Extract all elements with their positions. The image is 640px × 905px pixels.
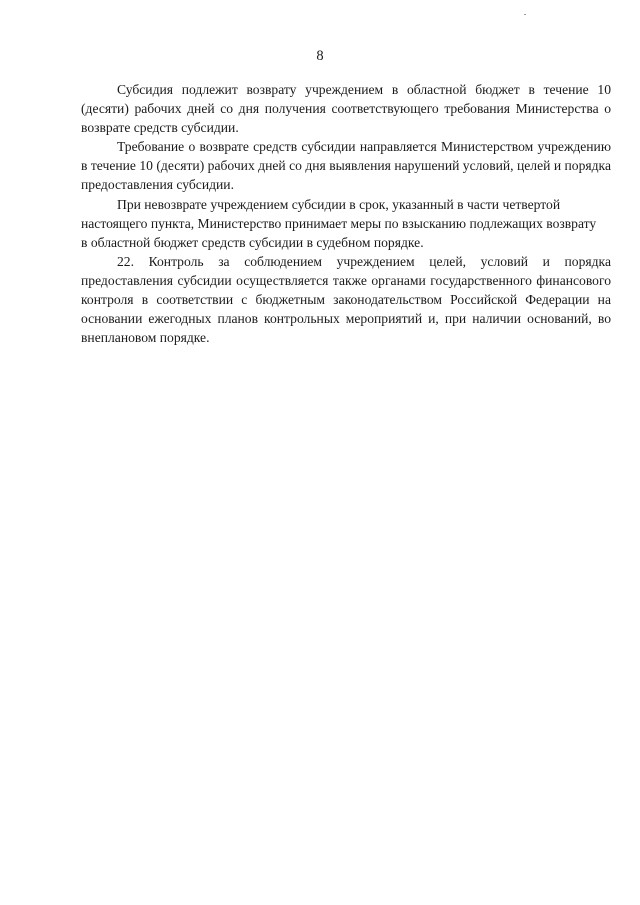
paragraph-return-requirement: Требование о возврате средств субсидии направляется Министерством учреждению в течение 10 (десяти) рабочих дней со дня выявления нарушений условий, целей и порядка предоставления субсидии. bbox=[81, 139, 611, 193]
paragraph-non-return-continuation: в областной бюджет средств субсидии в судебном порядке. bbox=[81, 234, 424, 250]
scan-mark bbox=[524, 14, 526, 15]
page-number: 8 bbox=[316, 48, 324, 64]
document-body bbox=[81, 80, 611, 347]
paragraph-control-22: 22. Контроль за соблюдением учреждением целей, условий и порядка предоставления субсидии осуществляется также органами государственного финансового контроля в соответствии с бюджетным законодательством Российской Федерации на основании ежегодных планов контрольных мероприятий и, при наличии оснований, во внеплановом порядке. bbox=[81, 253, 611, 346]
paragraph-subsidy-return: Субсидия подлежит возврату учреждением в областной бюджет в течение 10 (десяти) рабочих дней со дня получения соответствующего требования Министерства о возврате средств субсидии. bbox=[81, 82, 611, 136]
paragraph-non-return-measures: При невозврате учреждением субсидии в срок, указанный в части четвертой настоящего пункта, Министерство принимает меры по взысканию подлежащих возврату bbox=[81, 196, 597, 231]
